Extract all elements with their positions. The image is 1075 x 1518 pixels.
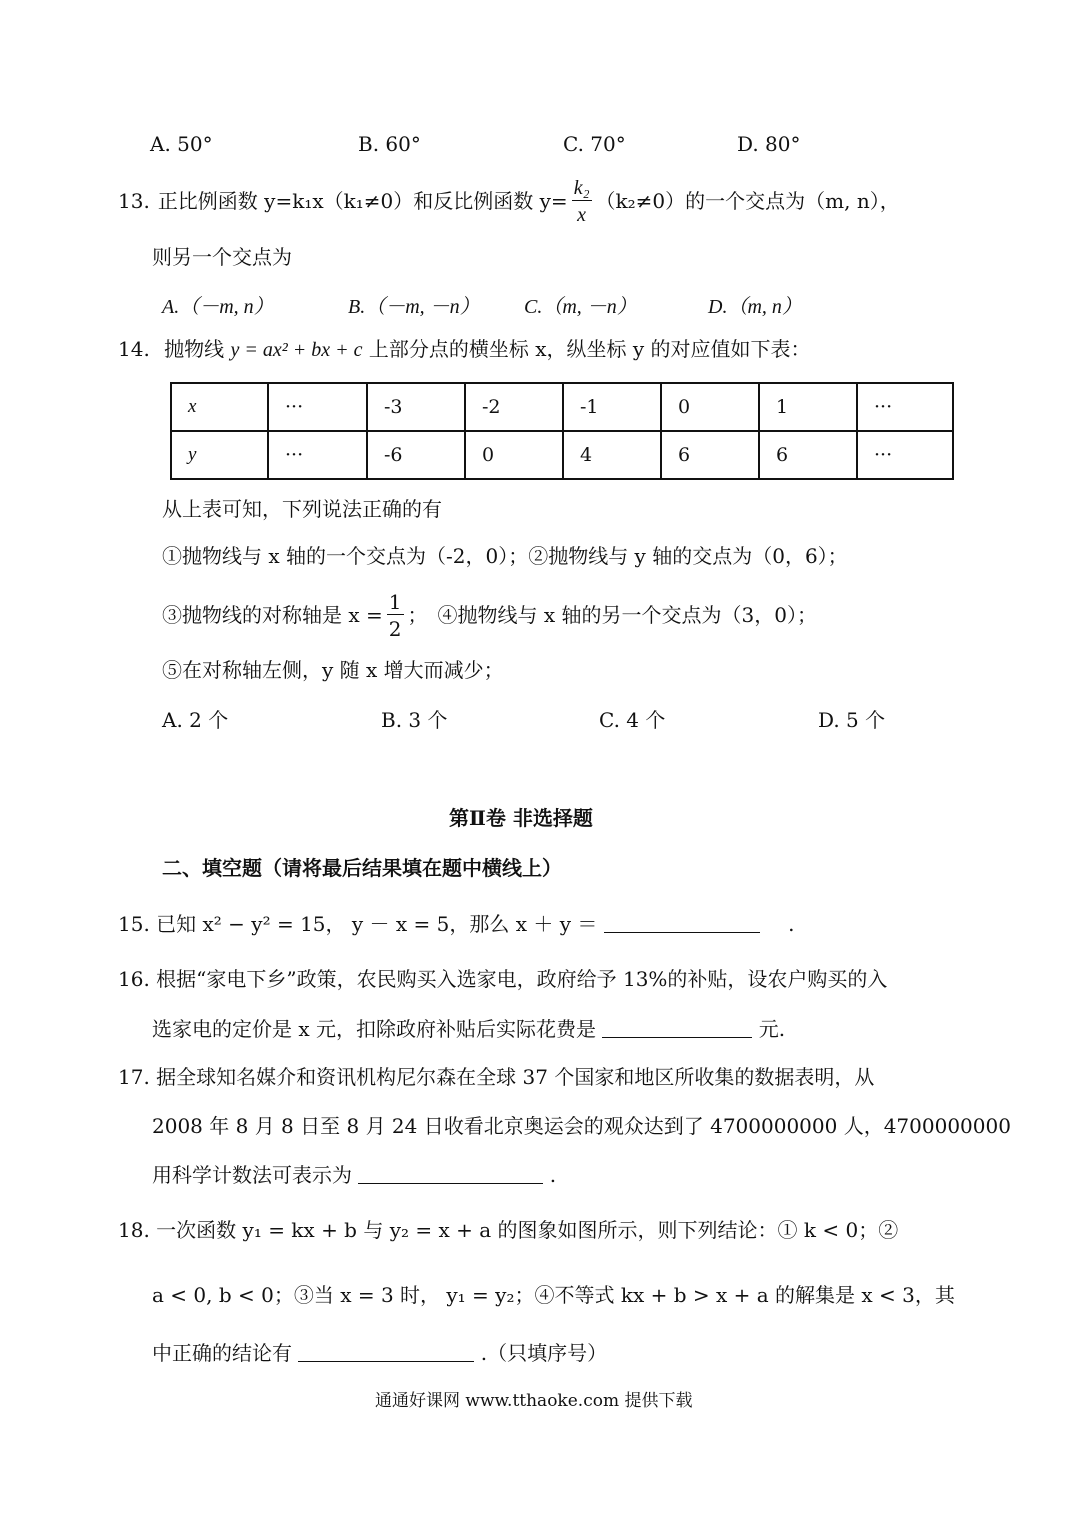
section-subtitle: 二、填空题（请将最后结果填在题中横线上） [162,856,562,880]
q14-s3-fraction [387,589,404,641]
q18-end: .（只填序号） [480,1341,608,1365]
table-cell: 0 [661,383,759,431]
q16-answer-blank[interactable] [602,1019,752,1038]
q17-line2: 2008 年 8 月 8 日至 8 月 24 日收看北京奥运会的观众达到了 4700000000 人，4700000000 [152,1114,1011,1138]
section-title: 第Ⅱ卷 非选择题 [449,806,593,830]
q13-option-a: A.（－m, n） [162,296,274,318]
q13-fraction [572,178,592,225]
q14-stem-a: 抛物线 [164,337,225,361]
q14-number: 14. [118,337,150,361]
q13-text-a: 正比例函数 y=k₁x（k₁≠0）和反比例函数 y= [157,189,568,213]
table-cell: 6 [759,431,857,479]
q13-number: 13. [118,189,150,213]
table-cell: 1 [759,383,857,431]
q13-frac-den: x [577,203,587,226]
q14-equation: y = ax² + bx + c [230,339,363,361]
table-cell: 4 [563,431,661,479]
table-cell: ··· [857,431,953,479]
q16-line1: 16. 根据“家电下乡”政策，农民购买入选家电，政府给予 13%的补贴，设农户购买的入 [118,967,888,991]
q14-lead: 从上表可知，下列说法正确的有 [162,497,442,521]
q17-line1: 17. 据全球知名媒介和资讯机构尼尔森在全球 37 个国家和地区所收集的数据表明，从 [118,1065,875,1089]
q14-option-b: B. 3 个 [381,708,448,732]
table-cell: 6 [661,431,759,479]
q14-statement-1-2: ①抛物线与 x 轴的一个交点为（-2，0）；②抛物线与 y 轴的交点为（0，6）； [162,544,848,568]
q15-answer-blank[interactable] [604,914,760,933]
q17-end: . [549,1163,557,1187]
q14-s4-text: ； ④抛物线与 x 轴的另一个交点为（3，0）； [407,603,817,627]
q13-option-b: B.（－m, －n） [348,296,480,318]
table-cell: -3 [367,383,465,431]
table-cell: x [171,383,268,431]
q12-option-d: D. 80° [737,132,801,156]
q18-text: 中正确的结论有 [152,1341,292,1365]
q17-line3 [152,1165,556,1185]
q14-option-c: C. 4 个 [599,708,666,732]
q12-option-b: B. 60° [358,132,421,156]
q14-stem [118,339,811,360]
q17-answer-blank[interactable] [358,1165,543,1184]
q17-text: 用科学计数法可表示为 [152,1163,352,1187]
table-cell: -6 [367,431,465,479]
q14-value-table [170,382,954,480]
page-footer: 通通好课网 www.tthaoke.com 提供下载 [375,1391,693,1411]
q18-line2: a < 0, b < 0；③当 x = 3 时， y₁ = y₂；④不等式 kx + b > x + a 的解集是 x < 3，其 [152,1283,955,1307]
q18-answer-blank[interactable] [298,1343,474,1362]
q13-line2: 则另一个交点为 [152,245,292,269]
q16-line2 [152,1019,785,1039]
q16-end: 元. [758,1017,786,1041]
q15 [118,914,794,934]
q14-s3-text: ③抛物线的对称轴是 x = [162,603,383,627]
q13-option-d: D.（m, n） [708,296,802,318]
table-cell: ··· [268,431,367,479]
q15-text: 15. 已知 x² − y² = 15， y － x = 5，那么 x ＋ y ＝ [118,912,598,936]
q12-option-a: A. 50° [150,132,213,156]
q14-stem-b: 上部分点的横坐标 x，纵坐标 y 的对应值如下表： [368,337,811,361]
table-row-x [171,383,953,431]
q12-option-c: C. 70° [563,132,626,156]
q16-text: 选家电的定价是 x 元，扣除政府补贴后实际花费是 [152,1017,596,1041]
q13-text-b: （k₂≠0）的一个交点为（m, n）， [595,189,900,213]
table-cell: ··· [268,383,367,431]
q14-s3-den: 2 [388,616,402,641]
table-cell: -2 [465,383,563,431]
q14-option-d: D. 5 个 [818,708,886,732]
table-cell: 0 [465,431,563,479]
q14-s3-num: 1 [388,589,402,614]
q14-statement-5: ⑤在对称轴左侧，y 随 x 增大而减少； [162,658,504,682]
table-cell: y [171,431,268,479]
q13-frac-num: k₂ [573,176,590,199]
q15-end: . [788,912,795,936]
q13-option-c: C.（m, －n） [524,296,637,318]
q13-stem [118,172,900,230]
q18-line3 [152,1343,607,1363]
q18-line1: 18. 一次函数 y₁ = kx + b 与 y₂ = x + a 的图象如图所示，则下列结论：① k < 0；② [118,1218,899,1242]
table-cell: -1 [563,383,661,431]
q14-option-a: A. 2 个 [162,708,229,732]
q14-statement-3-4 [162,586,817,644]
table-row-y [171,431,953,479]
table-cell: ··· [857,383,953,431]
